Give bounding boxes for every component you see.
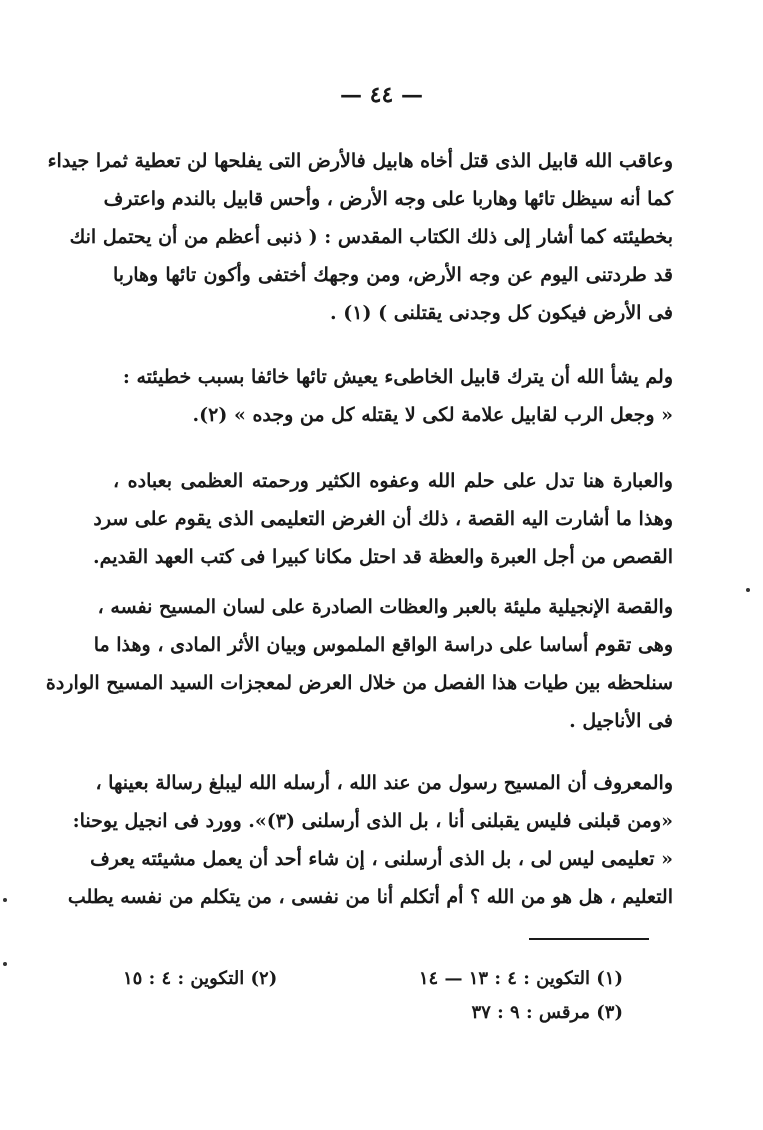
- text-line: ولم يشأ الله أن يترك قابيل الخاطىء يعيش تائها خائفا بسبب خطيئته :: [122, 366, 673, 388]
- text-line: التعليم ، هل هو من الله ؟ أم أتكلم أنا من نفسى ، من يتكلم من نفسه يطلب: [67, 886, 673, 908]
- scan-speck: [3, 898, 7, 902]
- footnote-row: [123, 962, 623, 996]
- text-line: فى الأرض فيكون كل وجدنى يقتلنى ) (١) .: [330, 302, 673, 324]
- text-line: والمعروف أن المسيح رسول من عند الله ، أرسله الله ليبلغ رسالة بعينها ،: [95, 772, 673, 794]
- quote-line: « وجعل الرب لقابيل علامة لكى لا يقتله كل من وجده » (٢).: [192, 404, 673, 426]
- text-line: « تعليمى ليس لى ، بل الذى أرسلنى ، إن شاء أحد أن يعمل مشيئته يعرف: [90, 848, 673, 870]
- text-line: فى الأناجيل .: [569, 710, 673, 732]
- text-line: وهذا ما أشارت اليه القصة ، ذلك أن الغرض التعليمى الذى يقوم على سرد: [93, 508, 673, 530]
- paragraph-1: [47, 142, 673, 332]
- footnote-divider: [529, 938, 649, 940]
- text-line: سنلحظه بين طيات هذا الفصل من خلال العرض لمعجزات السيد المسيح الواردة: [45, 672, 673, 694]
- text-line: قد طردتنى اليوم عن وجه الأرض، ومن وجهك أختفى وأكون تائها وهاربا: [113, 264, 673, 286]
- paragraph-4: [45, 588, 673, 740]
- scan-speck: [746, 588, 750, 592]
- scan-speck: [3, 962, 7, 966]
- paragraph-5: [67, 764, 673, 916]
- footnotes: [123, 962, 623, 1030]
- text-line: والقصة الإنجيلية مليئة بالعبر والعظات الصادرة على لسان المسيح نفسه ،: [97, 596, 673, 618]
- paragraph-2: [113, 358, 673, 434]
- text-line: كما أنه سيظل تائها وهاربا على وجه الأرض ، وأحس قابيل بالندم واعترف: [103, 188, 673, 210]
- text-line: وهى تقوم أساسا على دراسة الواقع الملموس وبيان الأثر المادى ، وهذا ما: [93, 634, 673, 656]
- text-line: وعاقب الله قابيل الذى قتل أخاه هابيل فالأرض التى يفلحها لن تعطية ثمرا جيداء: [47, 150, 673, 172]
- text-line: بخطيئته كما أشار إلى ذلك الكتاب المقدس : ( ذنبى أعظم من أن يحتمل انك: [69, 226, 673, 248]
- page-number: — ٤٤ —: [340, 82, 423, 108]
- text-line: القصص من أجل العبرة والعظة قد احتل مكانا كبيرا فى كتب العهد القديم.: [93, 546, 673, 568]
- paragraph-3: [93, 462, 673, 576]
- text-line: والعبارة هنا تدل على حلم الله وعفوه الكثير ورحمته العظمى بعباده ،: [113, 470, 673, 492]
- footnote-2: (٢) التكوين : ٤ : ١٥: [123, 968, 278, 989]
- footnote-3: (٣) مرقس : ٩ : ٣٧: [471, 1002, 623, 1023]
- text-line: «ومن قبلنى فليس يقبلنى أنا ، بل الذى أرسلنى (٣)». وورد فى انجيل يوحنا:: [72, 810, 673, 832]
- footnote-1: (١) التكوين : ٤ : ١٣ — ١٤: [418, 968, 623, 989]
- footnote-row: [123, 996, 623, 1030]
